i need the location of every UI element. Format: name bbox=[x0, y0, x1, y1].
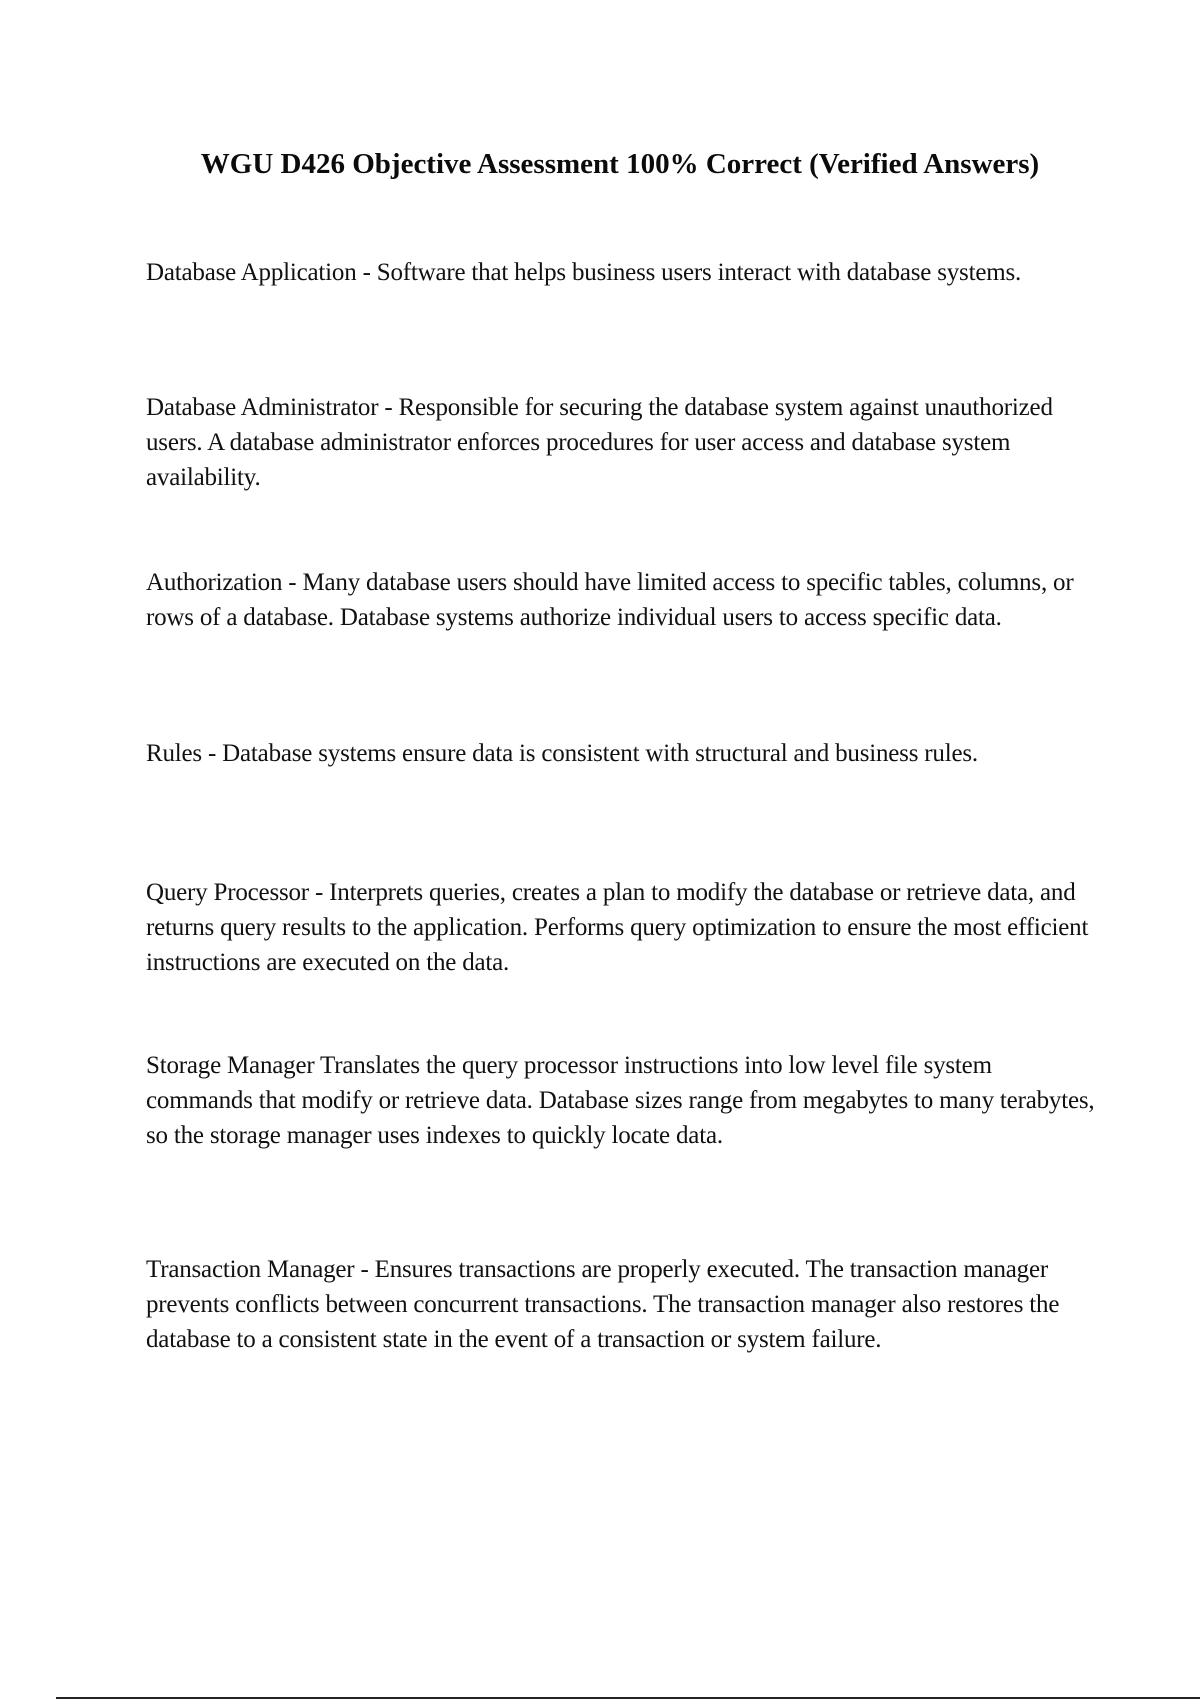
entry-storage-manager: Storage Manager Translates the query processor instructions into low level file system commands that modify or retrieve data. Database sizes range from megabytes to many terabytes, so the storage manager uses indexes to quickly locate data. bbox=[146, 1052, 1095, 1149]
entry-database-administrator: Database Administrator - Responsible for securing the database system against unauthorized users. A database administrator enforces procedures for user access and database system availability. bbox=[146, 394, 1053, 491]
bottom-rule-divider bbox=[56, 1697, 1200, 1699]
entry-query-processor: Query Processor - Interprets queries, creates a plan to modify the database or retrieve data, and returns query results to the application. Performs query optimization to ensure the most efficient instructions are executed on the data. bbox=[146, 879, 1089, 976]
entry-authorization: Authorization - Many database users should have limited access to specific tables, columns, or rows of a database. Database systems authorize individual users to access specific data. bbox=[146, 569, 1074, 631]
entry-rules: Rules - Database systems ensure data is consistent with structural and business rules. bbox=[146, 740, 978, 767]
entry-database-application: Database Application - Software that helps business users interact with database systems. bbox=[146, 259, 1022, 286]
entry-transaction-manager: Transaction Manager - Ensures transactions are properly executed. The transaction manager prevents conflicts between concurrent transactions. The transaction manager also restores the database to a consistent state in the event of a transaction or system failure. bbox=[146, 1256, 1060, 1353]
document-title: WGU D426 Objective Assessment 100% Correct (Verified Answers) bbox=[200, 148, 1040, 180]
